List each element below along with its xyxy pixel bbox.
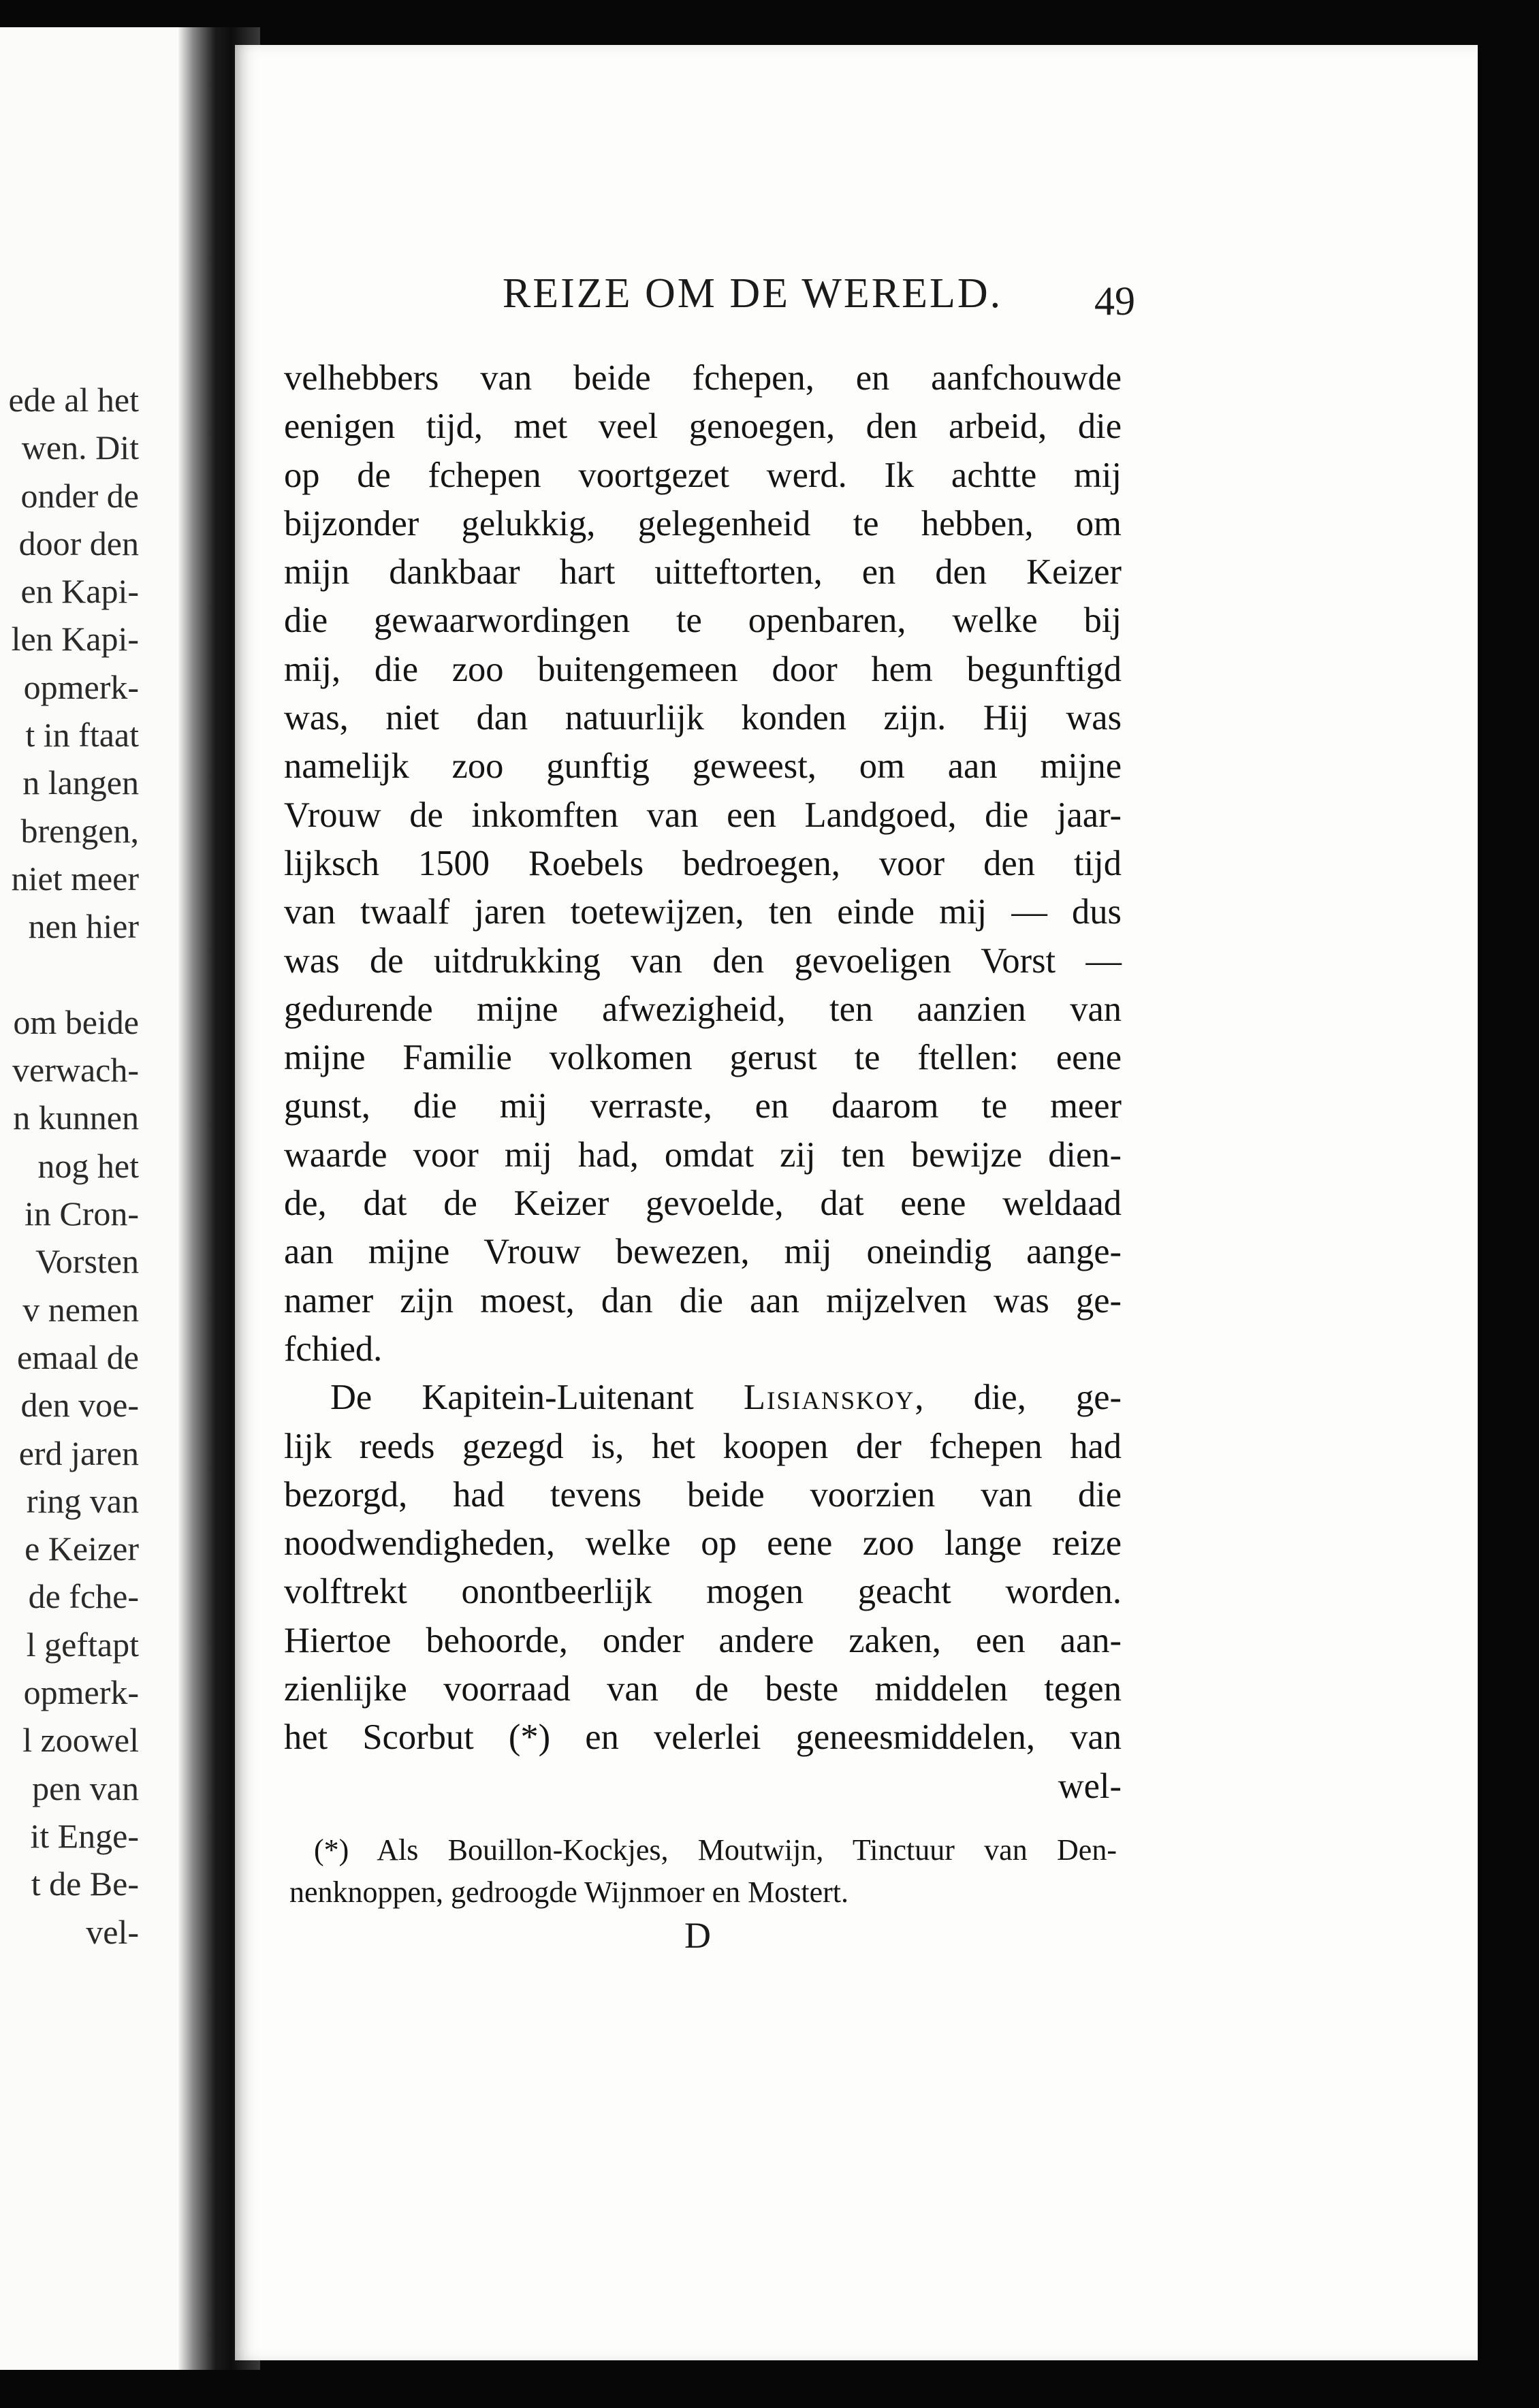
text-line: mijn dankbaar hart uitteftorten, en den Keizer bbox=[284, 552, 1122, 592]
facing-page-line: n langen bbox=[22, 763, 139, 802]
text-line: was de uitdrukking van den gevoeligen Vorst — bbox=[284, 940, 1122, 981]
text-line: gunst, die mij verraste, en daarom te meer bbox=[284, 1086, 1122, 1126]
facing-page-line: nen hier bbox=[28, 907, 139, 946]
facing-page-line: l geftapt bbox=[26, 1625, 139, 1664]
facing-page-line: ring van bbox=[26, 1481, 139, 1520]
catchword: wel- bbox=[1058, 1766, 1122, 1806]
facing-page-line: in Cron- bbox=[24, 1194, 139, 1233]
facing-page-line: e Keizer bbox=[25, 1530, 139, 1568]
facing-page-line: it Enge- bbox=[30, 1816, 139, 1855]
text-line: noodwendigheden, welke op eene zoo lange reize bbox=[284, 1523, 1122, 1564]
text-line: bijzonder gelukkig, gelegenheid te hebben, om bbox=[284, 503, 1122, 543]
facing-page-line: t de Be- bbox=[31, 1865, 139, 1903]
text-line: bezorgd, had tevens beide voorzien van die bbox=[284, 1474, 1122, 1515]
footnote-line: (*) Als Bouillon-Kockjes, Moutwijn, Tinctuur van Den- bbox=[314, 1833, 1117, 1867]
facing-page-text bbox=[0, 376, 139, 1956]
text-line: mijne Familie volkomen gerust te ftellen: eene bbox=[284, 1038, 1122, 1078]
facing-page-line: brengen, bbox=[20, 811, 139, 850]
text-line: lijksch 1500 Roebels bedroegen, voor den tijd bbox=[284, 843, 1122, 883]
facing-page-line: vel- bbox=[86, 1912, 139, 1951]
facing-page-line: opmerk- bbox=[23, 1673, 139, 1712]
text-line: de, dat de Keizer gevoelde, dat eene weldaad bbox=[284, 1184, 1122, 1224]
facing-page-line: en Kapi- bbox=[20, 572, 139, 611]
facing-page bbox=[0, 27, 204, 2370]
footnote bbox=[289, 1829, 1117, 1914]
main-page bbox=[235, 45, 1478, 2360]
facing-page-line bbox=[0, 951, 139, 998]
facing-page-line: den voe- bbox=[20, 1386, 139, 1425]
text-line: namer zijn moest, dan die aan mijzelven was ge- bbox=[284, 1280, 1122, 1320]
facing-page-line: opmerk- bbox=[23, 667, 139, 706]
person-name: Lisianskoy bbox=[743, 1378, 915, 1418]
facing-page-line: n kunnen bbox=[13, 1098, 139, 1137]
body-text bbox=[284, 354, 1122, 1811]
facing-page-line: v nemen bbox=[22, 1290, 139, 1329]
facing-page-line: nog het bbox=[37, 1146, 139, 1185]
text-line: zienlijke voorraad van de beste middelen tegen bbox=[284, 1669, 1122, 1709]
facing-page-line: l zoowel bbox=[22, 1721, 139, 1760]
facing-page-line: om beide bbox=[13, 1002, 139, 1041]
facing-page-line: ede al het bbox=[8, 381, 139, 419]
text-line bbox=[284, 1374, 1122, 1422]
text-line: Hiertoe behoorde, onder andere zaken, een aan- bbox=[284, 1620, 1122, 1660]
text-span: , die, ge- bbox=[915, 1378, 1122, 1418]
text-line: Vrouw de inkomften van een Landgoed, die jaar- bbox=[284, 795, 1122, 835]
footnote-line: nenknoppen, gedroogde Wijnmoer en Mostert. bbox=[289, 1875, 849, 1909]
facing-page-line: de fche- bbox=[28, 1577, 139, 1616]
text-line: volftrekt onontbeerlijk mogen geacht worden. bbox=[284, 1572, 1122, 1612]
text-line: namelijk zoo gunftig geweest, om aan mijne bbox=[284, 746, 1122, 787]
facing-page-line: Vorsten bbox=[35, 1242, 139, 1281]
facing-page-line: erd jaren bbox=[18, 1433, 139, 1472]
text-line: gedurende mijne afwezigheid, ten aanzien van bbox=[284, 989, 1122, 1029]
text-line: eenigen tijd, met veel genoegen, den arbeid, die bbox=[284, 407, 1122, 447]
signature-mark: D bbox=[684, 1915, 711, 1956]
facing-page-line: t in ftaat bbox=[25, 716, 139, 755]
facing-page-line: wen. Dit bbox=[21, 428, 139, 467]
facing-page-line: verwach- bbox=[12, 1051, 139, 1090]
text-line: mij, die zoo buitengemeen door hem begunftigd bbox=[284, 649, 1122, 689]
text-line: waarde voor mij had, omdat zij ten bewijze dien- bbox=[284, 1135, 1122, 1175]
text-span: De Kapitein-Luitenant bbox=[330, 1378, 744, 1418]
facing-page-line: onder de bbox=[20, 476, 139, 515]
facing-page-line: emaal de bbox=[16, 1337, 139, 1376]
running-title: REIZE OM DE WERELD. bbox=[502, 270, 1003, 317]
text-line: op de fchepen voortgezet werd. Ik achtte mij bbox=[284, 455, 1122, 495]
text-line: die gewaarwordingen te openbaren, welke bij bbox=[284, 601, 1122, 641]
running-head bbox=[235, 270, 1478, 331]
text-line: velhebbers van beide fchepen, en aanfchouwde bbox=[284, 358, 1122, 398]
page-number: 49 bbox=[1094, 279, 1135, 323]
text-line: fchied. bbox=[284, 1329, 383, 1369]
text-line: aan mijne Vrouw bewezen, mij oneindig aange- bbox=[284, 1232, 1122, 1272]
facing-page-line: niet meer bbox=[11, 859, 139, 898]
facing-page-line: door den bbox=[18, 524, 139, 563]
facing-page-line: len Kapi- bbox=[11, 620, 139, 659]
text-line: het Scorbut (*) en velerlei geneesmiddelen, van bbox=[284, 1717, 1122, 1758]
text-line: lijk reeds gezegd is, het koopen der fchepen had bbox=[284, 1426, 1122, 1466]
text-line: was, niet dan natuurlijk konden zijn. Hij was bbox=[284, 698, 1122, 738]
facing-page-line: pen van bbox=[32, 1769, 139, 1807]
text-line: van twaalf jaren toetewijzen, ten einde mij — dus bbox=[284, 892, 1122, 932]
